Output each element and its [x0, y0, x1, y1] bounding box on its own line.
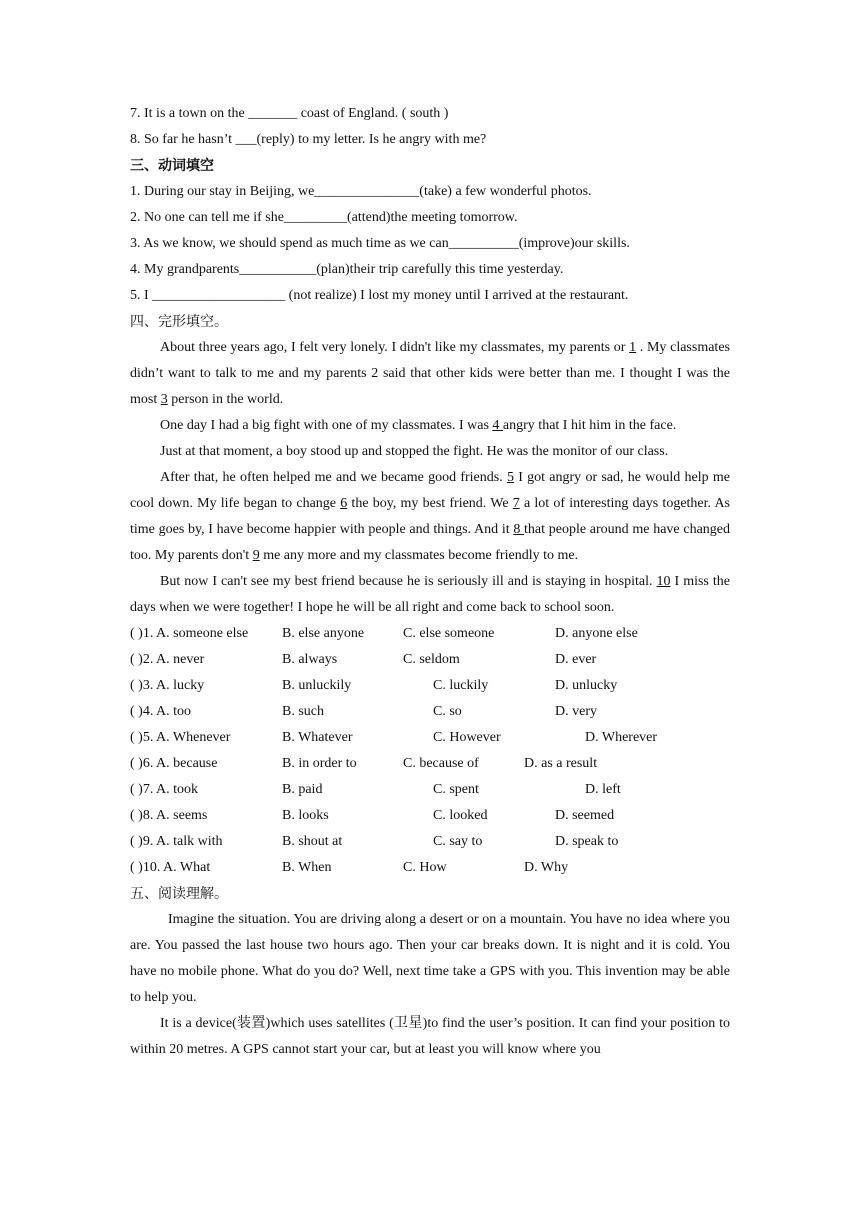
blank-8: 8: [513, 522, 525, 537]
option-a: ( )5. A. Whenever: [130, 730, 231, 745]
option-a: ( )6. A. because: [130, 756, 218, 771]
blank-6: 6: [340, 496, 348, 511]
option-a: ( )7. A. took: [130, 782, 199, 797]
section-3-heading: 三、动词填空: [130, 158, 214, 174]
option-b: B. looks: [282, 808, 329, 823]
blank-10: 10: [656, 574, 671, 589]
cloze-paragraph-2: One day I had a big fight with one of my classmates. I was 4 angry that I hit him in the face.: [160, 418, 677, 433]
cloze-paragraph-4: After that, he often helped me and we became good friends. 5 I got angry or sad, he would help me cool down. My life began to change 6 the boy, my best friend. We 7 a lot of interesting days together. As time goes by, I have become happier with people and things. And it 8 that people around me have changed too. My parents don't 9 me any more and my classmates become friendly to me.: [130, 470, 731, 563]
option-d: D. ever: [555, 652, 597, 667]
option-d: D. left: [585, 782, 621, 797]
option-b: B. else anyone: [282, 626, 365, 641]
blank-5: 5: [506, 470, 514, 485]
option-b: B. in order to: [282, 756, 357, 771]
option-c: C. because of: [403, 756, 479, 771]
section-4-heading: 四、完形填空。: [130, 314, 228, 330]
blank-1: 1: [629, 340, 637, 355]
option-c: C. seldom: [403, 652, 460, 667]
option-a: ( )10. A. What: [130, 860, 211, 875]
option-c: C. How: [403, 860, 447, 875]
option-row: [130, 725, 730, 751]
option-row: [130, 803, 730, 829]
blank-7: 7: [512, 496, 520, 511]
option-b: B. When: [282, 860, 332, 875]
option-b: B. shout at: [282, 834, 343, 849]
option-c: C. say to: [433, 834, 483, 849]
option-d: D. as a result: [524, 756, 598, 771]
option-c: C. else someone: [403, 626, 495, 641]
option-d: D. Wherever: [585, 730, 658, 745]
option-row: [130, 647, 730, 673]
section-5-heading: 五、阅读理解。: [130, 886, 228, 902]
reading-paragraph-2: It is a device(装置)which uses satellites (卫星)to find the user’s position. It can find your position to within 20 metres. A GPS cannot start your car, but at least you will know where you: [130, 1016, 730, 1057]
option-row: [130, 621, 730, 647]
blank-9: 9: [252, 548, 260, 563]
cloze-paragraph-5: But now I can't see my best friend because he is seriously ill and is staying in hospital. 10 I miss the days when we were together! I hope he will be all right and come back to school soon.: [130, 574, 730, 615]
option-row: [130, 699, 730, 725]
verb-question-4: 4. My grandparents___________(plan)their trip carefully this time yesterday.: [130, 262, 564, 277]
option-row: [130, 777, 730, 803]
verb-question-3: 3. As we know, we should spend as much time as we can__________(improve)our skills.: [130, 236, 630, 251]
blank-4: 4: [492, 418, 503, 433]
option-b: B. such: [282, 704, 324, 719]
option-a: ( )4. A. too: [130, 704, 192, 719]
option-b: B. Whatever: [282, 730, 353, 745]
blank-3: 3: [160, 392, 168, 407]
option-a: ( )2. A. never: [130, 652, 205, 667]
option-d: D. Why: [524, 860, 569, 875]
option-c: C. However: [433, 730, 501, 745]
option-a: ( )1. A. someone else: [130, 626, 249, 641]
option-b: B. paid: [282, 782, 323, 797]
option-c: C. luckily: [433, 678, 489, 693]
cloze-paragraph-3: Just at that moment, a boy stood up and stopped the fight. He was the monitor of our class.: [160, 444, 669, 459]
verb-question-2: 2. No one can tell me if she_________(attend)the meeting tomorrow.: [130, 210, 518, 225]
option-d: D. speak to: [555, 834, 619, 849]
option-row: [130, 855, 730, 881]
option-row: [130, 751, 730, 777]
option-b: B. unluckily: [282, 678, 352, 693]
option-d: D. anyone else: [555, 626, 638, 641]
option-row: [130, 829, 730, 855]
option-a: ( )3. A. lucky: [130, 678, 205, 693]
option-c: C. spent: [433, 782, 479, 797]
option-row: [130, 673, 730, 699]
option-d: D. unlucky: [555, 678, 618, 693]
reading-paragraph-1: Imagine the situation. You are driving along a desert or on a mountain. You have no idea where you are. You passed the last house two hours ago. Then your car breaks down. It is night and it is cold. You have no mobile phone. What do you do? Well, next time take a GPS with you. This invention may be able to help you.: [130, 912, 730, 1005]
option-c: C. so: [433, 704, 462, 719]
question-8: 8. So far he hasn’t ___(reply) to my letter. Is he angry with me?: [130, 132, 487, 147]
option-a: ( )8. A. seems: [130, 808, 208, 823]
cloze-options: [130, 621, 730, 881]
question-7: 7. It is a town on the _______ coast of England. ( south ): [130, 106, 449, 121]
option-d: D. very: [555, 704, 597, 719]
option-b: B. always: [282, 652, 338, 667]
option-a: ( )9. A. talk with: [130, 834, 223, 849]
worksheet-page: [130, 101, 730, 1063]
option-d: D. seemed: [555, 808, 615, 823]
verb-question-5: 5. I ___________________ (not realize) I lost my money until I arrived at the restaurant.: [130, 288, 629, 303]
cloze-paragraph-1: About three years ago, I felt very lonely. I didn't like my classmates, my parents or 1 . My classmates didn’t want to talk to me and my parents 2 said that other kids were better than me. I thought I was the most 3 person in the world.: [130, 340, 730, 407]
verb-question-1: 1. During our stay in Beijing, we_______________(take) a few wonderful photos.: [130, 184, 592, 199]
option-c: C. looked: [433, 808, 488, 823]
